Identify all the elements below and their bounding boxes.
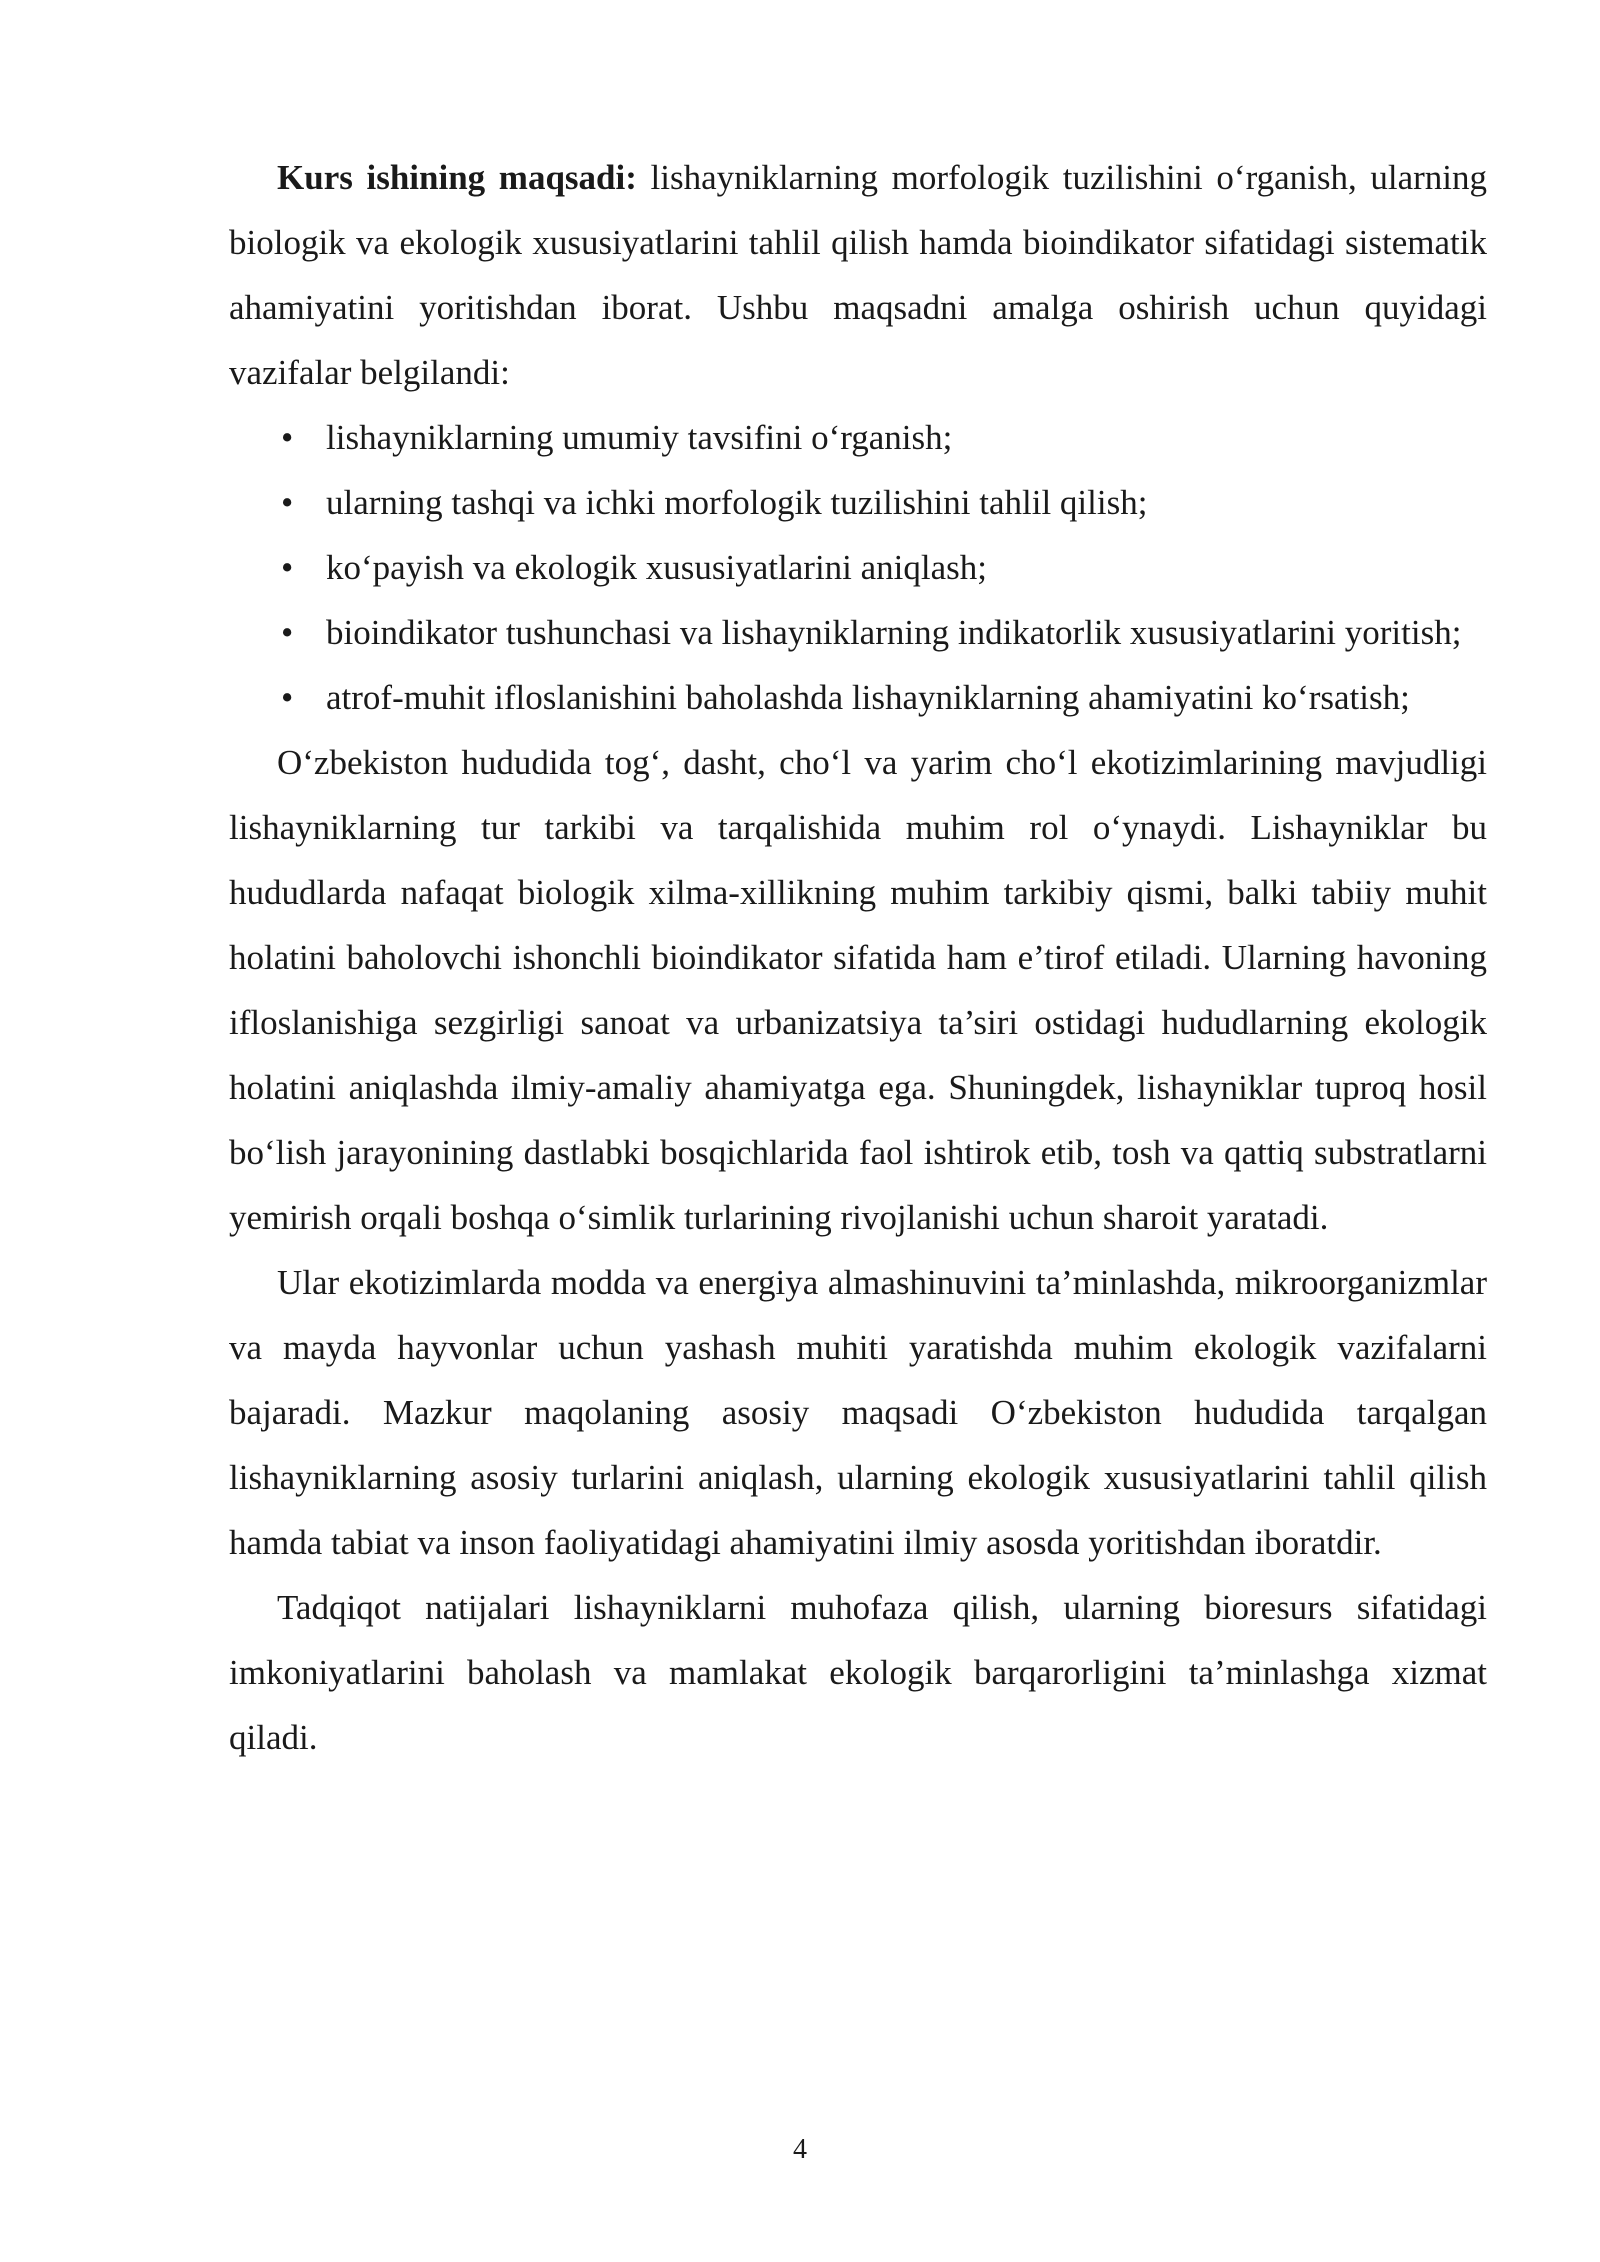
task-list bbox=[229, 405, 1487, 730]
intro-text: lishayniklarning morfologik tuzilishini o‘rganish, ularning biologik va ekologik xususiyatlarini tahlil qilish hamda bioindikator sifatidagi sistematik ahamiyatini yoritishdan iborat. Ushbu maqsadni amalga oshirish uchun quyidagi vazifalar belgilandi: bbox=[229, 158, 1487, 392]
task-list-item bbox=[229, 665, 1487, 730]
page-number: 4 bbox=[793, 2134, 807, 2165]
body-paragraph: Ular ekotizimlarda modda va energiya almashinuvini ta’minlashda, mikroorganizmlar va mayda hayvonlar uchun yashash muhiti yaratishda muhim ekologik vazifalarni bajaradi. Mazkur maqolaning asosiy maqsadi O‘zbekiston hududida tarqalgan lishayniklarning asosiy turlarini aniqlash, ularning ekologik xususiyatlarini tahlil qilish hamda tabiat va inson faoliyatidagi ahamiyatini ilmiy asosda yoritishdan iboratdir. bbox=[229, 1263, 1487, 1562]
bullet-icon: • bbox=[281, 418, 294, 457]
task-list-item bbox=[229, 405, 1487, 470]
task-list-item bbox=[229, 470, 1487, 535]
task-list-item bbox=[229, 535, 1487, 600]
intro-bold-label: Kurs ishining maqsadi: bbox=[277, 158, 637, 197]
task-list-item bbox=[229, 600, 1487, 665]
document-page bbox=[229, 145, 1487, 1770]
task-text: ko‘payish va ekologik xususiyatlarini aniqlash; bbox=[326, 548, 988, 587]
task-text: lishayniklarning umumiy tavsifini o‘rganish; bbox=[326, 418, 953, 457]
bullet-icon: • bbox=[281, 483, 294, 522]
bullet-icon: • bbox=[281, 613, 294, 652]
bullet-icon: • bbox=[281, 678, 294, 717]
bullet-icon: • bbox=[281, 548, 294, 587]
body-paragraph: Tadqiqot natijalari lishayniklarni muhofaza qilish, ularning bioresurs sifatidagi imkoniyatlarini baholash va mamlakat ekologik barqarorligini ta’minlashga xizmat qiladi. bbox=[229, 1588, 1487, 1757]
task-text: bioindikator tushunchasi va lishayniklarning indikatorlik xususiyatlarini yoritish; bbox=[326, 613, 1462, 652]
body-paragraph: O‘zbekiston hududida tog‘, dasht, cho‘l va yarim cho‘l ekotizimlarining mavjudligi lishayniklarning tur tarkibi va tarqalishida muhim rol o‘ynaydi. Lishayniklar bu hududlarda nafaqat biologik xilma-xillikning muhim tarkibiy qismi, balki tabiiy muhit holatini baholovchi ishonchli bioindikator sifatida ham e’tirof etiladi. Ularning havoning ifloslanishiga sezgirligi sanoat va urbanizatsiya ta’siri ostidagi hududlarning ekologik holatini aniqlashda ilmiy-amaliy ahamiyatga ega. Shuningdek, lishayniklar tuproq hosil bo‘lish jarayonining dastlabki bosqichlarida faol ishtirok etib, tosh va qattiq substratlarni yemirish orqali boshqa o‘simlik turlarining rivojlanishi uchun sharoit yaratadi. bbox=[229, 743, 1487, 1237]
intro-paragraph bbox=[229, 145, 1487, 405]
task-text: atrof-muhit ifloslanishini baholashda lishayniklarning ahamiyatini ko‘rsatish; bbox=[326, 678, 1410, 717]
task-text: ularning tashqi va ichki morfologik tuzilishini tahlil qilish; bbox=[326, 483, 1148, 522]
